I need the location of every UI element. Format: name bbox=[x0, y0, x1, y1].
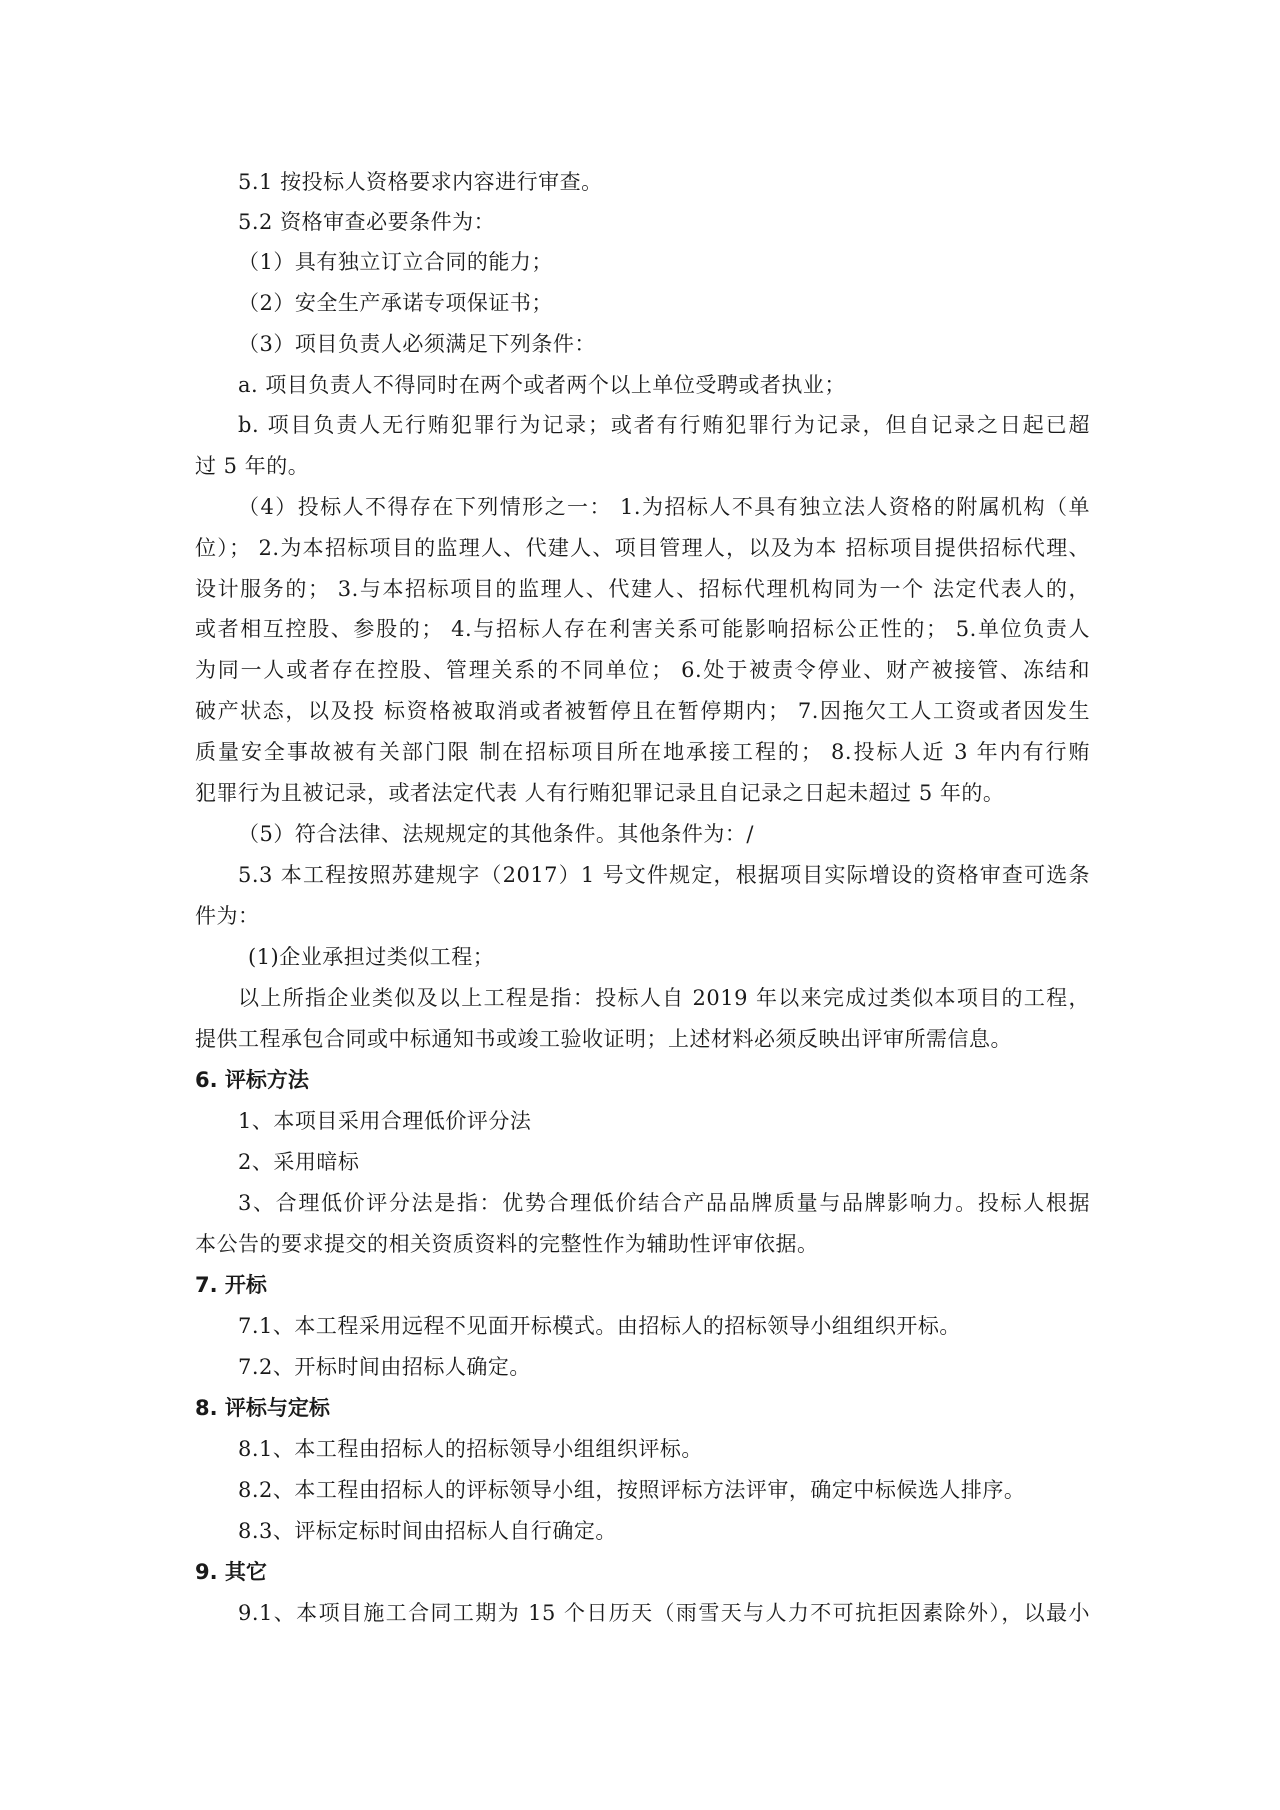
section-6-heading: 6. 评标方法 bbox=[195, 1068, 309, 1092]
clause-5-3-line-1: 5.3 本工程按照苏建规字（2017）1 号文件规定，根据项目实际增设的资格审查可选条 bbox=[238, 863, 1090, 887]
section-6-item-2: 2、采用暗标 bbox=[238, 1150, 360, 1174]
section-7-heading: 7. 开标 bbox=[195, 1273, 267, 1297]
requirement-4-line-2: 位）； 2.为本招标项目的监理人、代建人、项目管理人，以及为本 招标项目提供招标代理、 bbox=[195, 536, 1090, 560]
section-6-item-3-line-1: 3、合理低价评分法是指：优势合理低价结合产品品牌质量与品牌影响力。投标人根据 bbox=[238, 1191, 1090, 1215]
section-7-item-1: 7.1、本工程采用远程不见面开标模式。由招标人的招标领导小组组织开标。 bbox=[238, 1314, 961, 1338]
requirement-4-line-1: （4）投标人不得存在下列情形之一： 1.为招标人不具有独立法人资格的附属机构（单 bbox=[238, 495, 1090, 519]
requirement-2: （2）安全生产承诺专项保证书； bbox=[238, 291, 553, 315]
section-7-item-2: 7.2、开标时间由招标人确定。 bbox=[238, 1355, 531, 1379]
requirement-3-a: a. 项目负责人不得同时在两个或者两个以上单位受聘或者执业； bbox=[238, 373, 846, 397]
section-8-heading: 8. 评标与定标 bbox=[195, 1396, 330, 1420]
requirement-3-b-line-2: 过 5 年的。 bbox=[195, 454, 310, 478]
requirement-4-line-5: 为同一人或者存在控股、管理关系的不同单位； 6.处于被责令停业、财产被接管、冻结和 bbox=[195, 658, 1090, 682]
clause-5-3-line-2: 件为： bbox=[195, 904, 260, 928]
requirement-4-line-8: 犯罪行为且被记录，或者法定代表 人有行贿犯罪记录且自记录之日起未超过 5 年的。 bbox=[195, 781, 1005, 805]
clause-5-2: 5.2 资格审查必要条件为： bbox=[238, 210, 496, 234]
requirement-3: （3）项目负责人必须满足下列条件： bbox=[238, 332, 596, 356]
requirement-4-line-4: 或者相互控股、参股的； 4.与招标人存在利害关系可能影响招标公正性的； 5.单位负责人 bbox=[195, 617, 1090, 641]
section-8-item-3: 8.3、评标定标时间由招标人自行确定。 bbox=[238, 1519, 617, 1543]
section-6-item-3-line-2: 本公告的要求提交的相关资质资料的完整性作为辅助性评审依据。 bbox=[195, 1232, 819, 1256]
similar-project-note-line-1: 以上所指企业类似及以上工程是指：投标人自 2019 年以来完成过类似本项目的工程， bbox=[238, 986, 1090, 1010]
similar-project-note-line-2: 提供工程承包合同或中标通知书或竣工验收证明；上述材料必须反映出评审所需信息。 bbox=[195, 1027, 1012, 1051]
requirement-4-line-7: 质量安全事故被有关部门限 制在招标项目所在地承接工程的； 8.投标人近 3 年内有行贿 bbox=[195, 740, 1090, 764]
optional-condition-1: (1)企业承担过类似工程； bbox=[248, 945, 495, 969]
requirement-4-line-3: 设计服务的； 3.与本招标项目的监理人、代建人、招标代理机构同为一个 法定代表人的， bbox=[195, 577, 1090, 601]
requirement-5: （5）符合法律、法规规定的其他条件。其他条件为：/ bbox=[238, 822, 754, 846]
section-8-item-1: 8.1、本工程由招标人的招标领导小组组织评标。 bbox=[238, 1437, 703, 1461]
section-9-heading: 9. 其它 bbox=[195, 1560, 267, 1584]
section-8-item-2: 8.2、本工程由招标人的评标领导小组，按照评标方法评审，确定中标候选人排序。 bbox=[238, 1478, 1026, 1502]
requirement-3-b-line-1: b. 项目负责人无行贿犯罪行为记录；或者有行贿犯罪行为记录，但自记录之日起已超 bbox=[238, 413, 1090, 437]
clause-5-1: 5.1 按投标人资格要求内容进行审查。 bbox=[238, 170, 603, 194]
section-6-item-1: 1、本项目采用合理低价评分法 bbox=[238, 1109, 532, 1133]
requirement-4-line-6: 破产状态，以及投 标资格被取消或者被暂停且在暂停期内； 7.因拖欠工人工资或者因发生 bbox=[195, 699, 1090, 723]
section-9-item-1: 9.1、本项目施工合同工期为 15 个日历天（雨雪天与人力不可抗拒因素除外），以最小 bbox=[238, 1601, 1090, 1625]
requirement-1: （1）具有独立订立合同的能力； bbox=[238, 250, 553, 274]
